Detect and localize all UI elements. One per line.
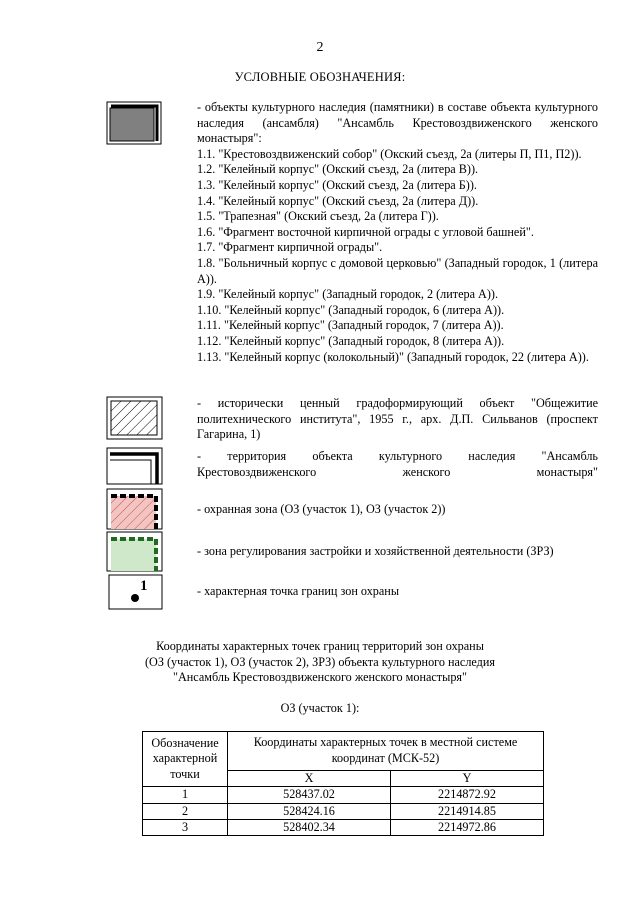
legend-boundary-point: - характерная точка границ зон охраны — [197, 584, 400, 598]
coordinates-heading-line1: Координаты характерных точек границ территорий зон охраны — [156, 639, 484, 653]
column-header-x: X — [228, 770, 391, 787]
historic-object-hatch-icon — [106, 396, 163, 440]
column-header-point: Обозначение характерной точки — [143, 732, 228, 787]
boundary-point-number: 1 — [140, 578, 148, 594]
point-cell: 1 — [143, 787, 228, 803]
monument-item: 1.2. "Келейный корпус" (Окский съезд, 2а (литера В)). — [197, 162, 479, 177]
monument-item: 1.9. "Келейный корпус" (Западный городок, 2 (литера А)). — [197, 287, 499, 302]
table-row — [143, 820, 544, 836]
point-cell: 3 — [143, 820, 228, 836]
protection-zone-icon — [106, 488, 163, 530]
coordinates-table — [142, 731, 544, 836]
x-cell: 528402.34 — [228, 820, 391, 836]
legend-monuments-intro: - объекты культурного наследия (памятники) в составе объекта культурного наследия (ансамбля) "Ансамбль Крестовоздвиженского женского монастыря": — [197, 100, 598, 146]
column-header-y: Y — [391, 770, 544, 787]
y-cell: 2214872.92 — [391, 787, 544, 803]
monument-item: 1.6. "Фрагмент восточной кирпичной ограды с угловой башней". — [197, 224, 534, 239]
x-cell: 528424.16 — [228, 803, 391, 819]
legend-title: УСЛОВНЫЕ ОБОЗНАЧЕНИЯ: — [234, 70, 406, 84]
monument-item: 1.1. "Крестовоздвиженский собор" (Окский съезд, 2а (литеры П, П1, П2)). — [197, 146, 582, 161]
coordinates-heading — [0, 639, 640, 686]
legend-monuments — [197, 100, 598, 365]
monument-item: 1.8. "Больничный корпус с домовой церковью" (Западный городок, 1 (литера А)). — [197, 255, 598, 286]
boundary-point-icon — [108, 574, 163, 610]
monument-item: 1.4. "Келейный корпус" (Окский съезд, 2а (литера Д)). — [197, 193, 479, 208]
legend-territory: - территория объекта культурного наследия "Ансамбль Крестовоздвиженского женского монастыря" — [197, 449, 598, 479]
territory-boundary-icon — [106, 447, 163, 485]
coordinates-heading-line3: "Ансамбль Крестовоздвиженского женского монастыря" — [172, 670, 467, 685]
x-cell: 528437.02 — [228, 787, 391, 803]
monument-item: 1.11. "Келейный корпус" (Западный городок, 7 (литера А)). — [197, 318, 504, 333]
coordinates-heading-line2: (ОЗ (участок 1), ОЗ (участок 2), ЗРЗ) объекта культурного наследия — [144, 654, 496, 669]
table-header-row — [143, 732, 544, 771]
monument-item: 1.12. "Келейный корпус" (Западный городок, 8 (литера А)). — [197, 333, 505, 348]
regulation-zone-icon — [106, 531, 163, 572]
table-row — [143, 803, 544, 819]
monument-item: 1.5. "Трапезная" (Окский съезд, 2а (литера Г)). — [197, 209, 439, 224]
page-number: 2 — [316, 40, 324, 55]
legend-protection-zone: - охранная зона (ОЗ (участок 1), ОЗ (участок 2)) — [197, 502, 446, 516]
y-cell: 2214972.86 — [391, 820, 544, 836]
monument-item: 1.7. "Фрагмент кирпичной ограды". — [197, 240, 383, 255]
section-title: ОЗ (участок 1): — [280, 701, 360, 715]
legend-regulation-zone: - зона регулирования застройки и хозяйственной деятельности (ЗРЗ) — [197, 544, 554, 558]
legend-historic-object: - исторически ценный градоформирующий объект "Общежитие политехнического института", 1955 г., арх. Д.П. Сильванов (проспект Гагарина, 1) — [197, 396, 598, 442]
point-cell: 2 — [143, 803, 228, 819]
monument-item: 1.10. "Келейный корпус" (Западный городок, 6 (литера А)). — [197, 302, 505, 317]
monument-item: 1.3. "Келейный корпус" (Окский съезд, 2а (литера Б)). — [197, 177, 477, 192]
column-header-coordinates: Координаты характерных точек в местной системе координат (МСК-52) — [228, 732, 544, 771]
table-row — [143, 787, 544, 803]
monument-symbol-icon — [106, 101, 162, 145]
monument-item: 1.13. "Келейный корпус (колокольный)" (Западный городок, 22 (литера А)). — [197, 349, 589, 364]
y-cell: 2214914.85 — [391, 803, 544, 819]
